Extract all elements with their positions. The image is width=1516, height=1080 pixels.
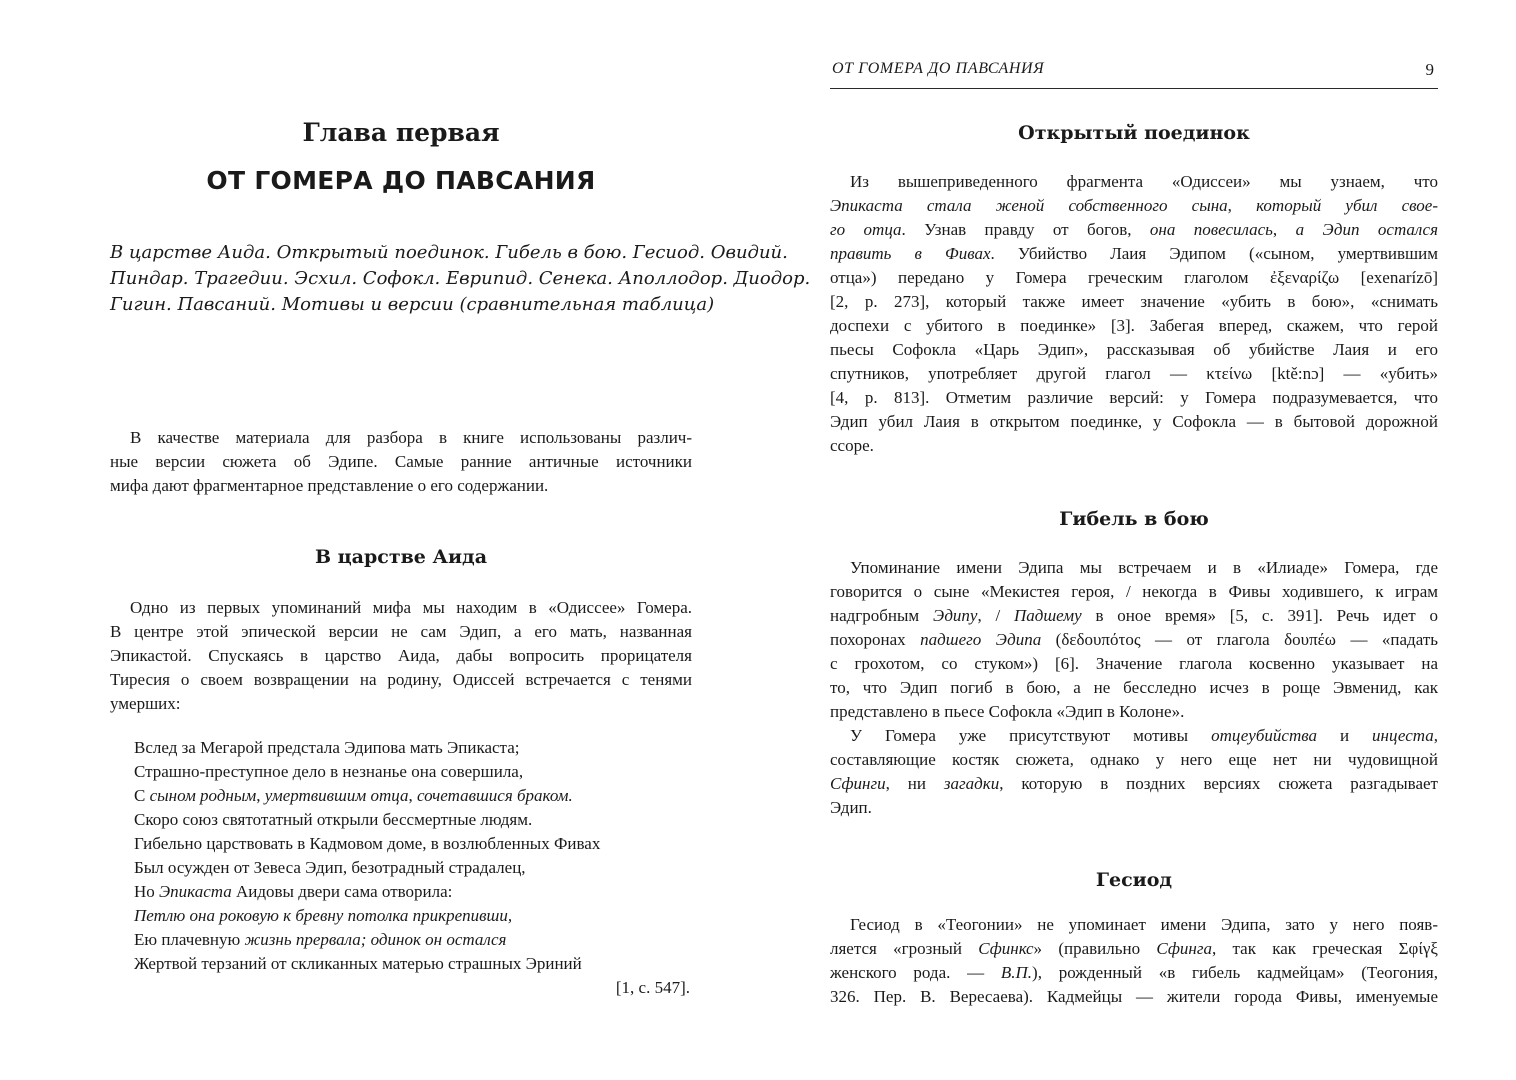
verse-emphasis: Эпикаста [159, 882, 232, 901]
page-number: 9 [1425, 60, 1434, 79]
text-run: женского рода. — [830, 963, 1001, 982]
verse-emphasis: жизнь прервала; одинок он остался [244, 930, 507, 949]
text-run: , [1272, 220, 1296, 239]
verse-line: Вслед за Мегарой предстала Эдипова мать Эпикаста; [134, 738, 520, 757]
chapter-title: ОТ ГОМЕРА ДО ПАВСАНИЯ [206, 166, 596, 195]
text-line: [2, p. 273], который также имеет значение «убить в бою», «снимать [830, 292, 1438, 311]
text-line: мифа дают фрагментарное представление о его содержании. [110, 476, 549, 495]
text-line: Тиресия о своем возвращении на родину, Одиссей встречается с тенями [110, 670, 692, 689]
aida-paragraph [110, 596, 692, 716]
verse-emphasis: сочетавшися браком. [416, 786, 573, 805]
text-run: и [1317, 726, 1373, 745]
text-line: В качестве материала для разбора в книге использованы различ- [130, 428, 692, 447]
text-line: Эдип убил Лаия в открытом поединке, у Софокла — в бытовой дорожной [830, 412, 1438, 431]
text-emphasis: править в Фивах [830, 244, 991, 263]
abstract-line: В царстве Аида. Открытый поединок. Гибель в бою. Гесиод. Овидий. [110, 242, 788, 263]
verse-text: , [256, 786, 265, 805]
text-line: Эдип. [830, 798, 872, 817]
text-line: то, что Эдип погиб в бою, а не бесследно исчез в роще Эвменид, как [830, 678, 1438, 697]
section-heading-aida: В царстве Аида [314, 546, 488, 568]
text-line: Эпикастой. Спускаясь в царство Аида, дабы вопросить прорицателя [110, 646, 692, 665]
text-line [830, 961, 1438, 985]
text-run: У Гомера уже присутствуют мотивы [850, 726, 1212, 745]
text-emphasis: Эдипу [932, 606, 978, 625]
text-run: . Узнав правду от богов, [901, 220, 1150, 239]
verse-quotation [134, 736, 690, 1000]
text-emphasis: Сфинкс [978, 939, 1034, 958]
verse-citation: [1, с. 547]. [615, 978, 690, 997]
verse-text: , [408, 786, 417, 805]
text-run: (δεδουπότος — от глагола δουπέω — «падать [1041, 630, 1438, 649]
text-run: , так как греческая Σφίγξ [1211, 939, 1439, 958]
text-emphasis: го отца [830, 220, 902, 239]
text-line: составляющие костяк сюжета, однако у него еще нет ни чудовищной [830, 750, 1438, 769]
text-run: , [1433, 726, 1438, 745]
text-line [830, 628, 1438, 652]
text-line: Упоминание имени Эдипа мы встречаем и в «Илиаде» Гомера, где [850, 558, 1438, 577]
text-run: , / [977, 606, 1014, 625]
verse-line [134, 928, 690, 952]
hesiod-paragraph [830, 913, 1438, 1009]
text-emphasis: Сфинги [830, 774, 886, 793]
battle-paragraph [830, 556, 1438, 820]
verse-line: Петлю она роковую к бревну потолка прикрепивши, [134, 906, 513, 925]
text-line: Гесиод в «Теогонии» не упоминает имени Эдипа, зато у него появ- [850, 915, 1438, 934]
text-line [830, 937, 1438, 961]
text-line: спутников, употребляет другой глагол — κτείνω [ktě:nɔ] — «убить» [830, 364, 1438, 383]
text-run: , [1227, 196, 1257, 215]
text-line [830, 242, 1438, 266]
text-emphasis: а Эдип остался [1295, 220, 1439, 239]
verse-text: Аидовы двери сама отворила: [231, 882, 453, 901]
text-emphasis: отцеубийства [1211, 726, 1317, 745]
text-emphasis: Эпикаста стала женой собственного сына [830, 196, 1228, 215]
section-heading-hesiod: Гесиод [1095, 869, 1173, 891]
section-heading-battle: Гибель в бою [1059, 508, 1209, 530]
text-line: 326. Пер. В. Вересаева). Кадмейцы — жители города Фивы, именуемые [830, 987, 1438, 1006]
verse-line: Был осужден от Зевеса Эдип, безотрадный страдалец, [134, 858, 526, 877]
text-emphasis: Сфинга [1156, 939, 1212, 958]
text-line [830, 772, 1438, 796]
verse-line: Скоро союз святотатный открыли бессмертные людям. [134, 810, 533, 829]
text-line: [4, p. 813]. Отметим различие версий: у Гомера подразумевается, что [830, 388, 1438, 407]
text-line: Из вышеприведенного фрагмента «Одиссеи» мы узнаем, что [850, 172, 1438, 191]
verse-text: С [134, 786, 150, 805]
text-run: , ни [885, 774, 944, 793]
text-line: отца») передано у Гомера греческим глаголом ἐξεναρίζω [exenarízō] [830, 268, 1438, 287]
section-heading-duel: Открытый поединок [1018, 122, 1250, 144]
text-run: , которую в поздних версиях сюжета разгадывает [999, 774, 1438, 793]
verse-line: Страшно-преступное дело в незнанье она совершила, [134, 762, 524, 781]
verse-line: Гибельно царствовать в Кадмовом доме, в возлюбленных Фивах [134, 834, 601, 853]
verse-text: Но [134, 882, 160, 901]
verse-emphasis: умертвившим отца [264, 786, 409, 805]
text-line [830, 194, 1438, 218]
text-line: ссоре. [830, 436, 874, 455]
text-run: ), рожденный «в гибель кадмейцам» (Теогония, [1032, 963, 1438, 982]
text-run: надгробным [830, 606, 933, 625]
text-line: с грохотом, со стуком») [6]. Значение глагола косвенно указывает на [830, 654, 1438, 673]
text-emphasis: она повесилась [1149, 220, 1273, 239]
text-run: похоронах [830, 630, 921, 649]
text-run: ляется «грозный [830, 939, 979, 958]
text-emphasis: загадки [943, 774, 1000, 793]
text-line: ные версии сюжета об Эдипе. Самые ранние античные источники [110, 452, 692, 471]
text-line [830, 218, 1438, 242]
text-emphasis: падшего Эдипа [920, 630, 1042, 649]
text-line: пьесы Софокла «Царь Эдип», рассказывая об убийстве Лаия и его [830, 340, 1438, 359]
text-run: . Убийство Лаия Эдипом («сыном, умертвившим [990, 244, 1438, 263]
running-head-title: ОТ ГОМЕРА ДО ПАВСАНИЯ [832, 60, 1045, 77]
text-line: Одно из первых упоминаний мифа мы находим в «Одиссее» Гомера. [130, 598, 692, 617]
text-line: доспехи с убитого в поединке» [3]. Забегая вперед, скажем, что герой [830, 316, 1438, 335]
text-emphasis: В.П. [1000, 963, 1033, 982]
text-line: представлено в пьесе Софокла «Эдип в Колоне». [830, 702, 1185, 721]
text-emphasis: Падшему [1013, 606, 1082, 625]
verse-text: Ею плачевную [134, 930, 245, 949]
verse-emphasis: сыном родным [149, 786, 257, 805]
chapter-label: Глава первая [302, 118, 500, 147]
text-line [830, 724, 1438, 748]
text-line: говорится о сыне «Мекистея героя, / некогда в Фивы ходившего, к играм [830, 582, 1438, 601]
text-line [830, 604, 1438, 628]
text-line: умерших: [110, 694, 181, 713]
text-run: » (правильно [1033, 939, 1157, 958]
running-head [830, 60, 1438, 89]
duel-paragraph [830, 170, 1438, 458]
verse-line: Жертвой терзаний от скликанных матерью страшных Эриний [134, 954, 582, 973]
text-emphasis: который убил свое- [1256, 196, 1439, 215]
text-line: В центре этой эпической версии не сам Эдип, а его мать, названная [110, 622, 692, 641]
chapter-abstract [110, 240, 811, 318]
intro-paragraph [110, 426, 692, 498]
verse-line [134, 784, 690, 808]
text-run: в оное время» [5, с. 391]. Речь идет о [1081, 606, 1438, 625]
abstract-line: Пиндар. Трагедии. Эсхил. Софокл. Еврипид. Сенека. Аполлодор. Диодор. [110, 268, 811, 289]
verse-line [134, 880, 690, 904]
text-emphasis: инцеста [1372, 726, 1434, 745]
abstract-line: Гигин. Павсаний. Мотивы и версии (сравнительная таблица) [110, 294, 715, 315]
